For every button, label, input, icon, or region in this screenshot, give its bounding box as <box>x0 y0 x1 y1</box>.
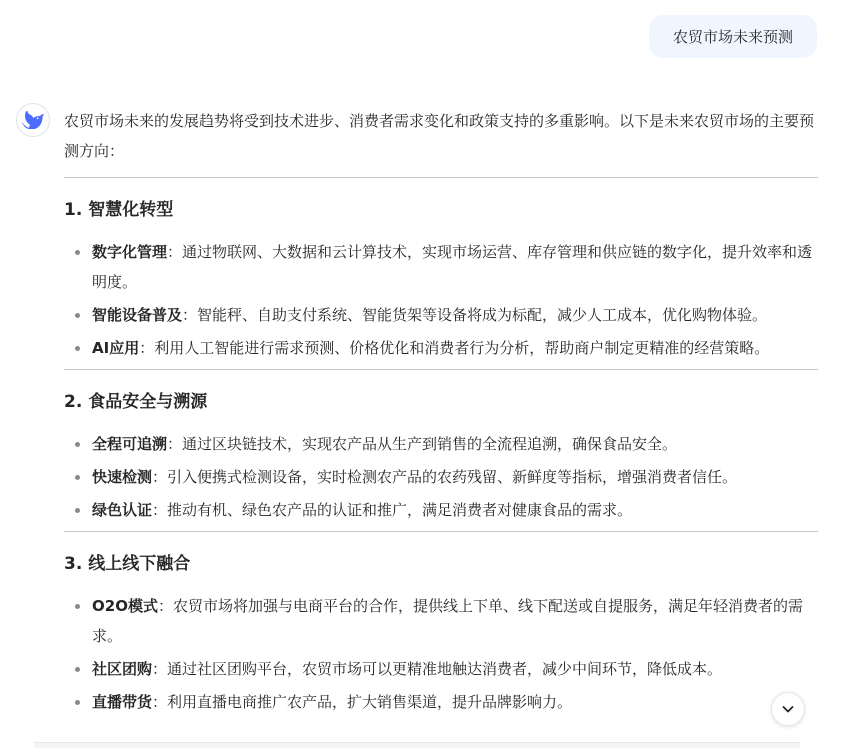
section-title: 3. 线上线下融合 <box>64 554 191 574</box>
input-area-edge <box>34 742 800 748</box>
item-text: ：利用直播电商推广农产品，扩大销售渠道，提升品牌影响力。 <box>152 693 573 711</box>
bullet-list <box>64 237 818 363</box>
item-text: ：通过物联网、大数据和云计算技术，实现市场运营、库存管理和供应链的数字化，提升效率和透明度。 <box>92 243 813 291</box>
user-message-bubble <box>649 15 817 58</box>
list-item <box>64 429 818 459</box>
item-term: 社区团购 <box>92 660 153 678</box>
bullet-dot-icon <box>75 442 80 447</box>
assistant-answer <box>64 106 818 723</box>
list-item <box>64 300 818 330</box>
bullet-dot-icon <box>75 250 80 255</box>
bullet-dot-icon <box>75 700 80 705</box>
item-text: ：通过社区团购平台，农贸市场可以更精准地触达消费者，减少中间环节，降低成本。 <box>152 660 723 678</box>
item-text: ：通过区块链技术，实现农产品从生产到销售的全流程追溯，确保食品安全。 <box>167 435 678 453</box>
divider <box>64 177 818 178</box>
scroll-to-bottom-button[interactable] <box>771 692 805 726</box>
item-term: O2O模式 <box>92 597 158 615</box>
list-item <box>64 462 818 492</box>
item-term: 全程可追溯 <box>92 435 168 453</box>
list-item <box>64 495 818 525</box>
list-item <box>64 591 818 651</box>
bullet-dot-icon <box>75 667 80 672</box>
list-item <box>64 237 818 297</box>
bullet-dot-icon <box>75 346 80 351</box>
bullet-dot-icon <box>75 604 80 609</box>
bullet-list <box>64 429 818 525</box>
divider <box>64 531 818 532</box>
item-text: ：利用人工智能进行需求预测、价格优化和消费者行为分析，帮助商户制定更精准的经营策略。 <box>139 339 770 357</box>
bullet-list <box>64 591 818 717</box>
list-item <box>64 687 818 717</box>
item-term: 数字化管理 <box>92 243 168 261</box>
section-title: 1. 智慧化转型 <box>64 200 174 220</box>
item-term: 快速检测 <box>92 468 153 486</box>
item-term: 智能设备普及 <box>92 306 183 324</box>
item-text: ：智能秤、自助支付系统、智能货架等设备将成为标配，减少人工成本，优化购物体验。 <box>182 306 768 324</box>
list-item <box>64 333 818 363</box>
whale-logo-icon <box>22 111 44 129</box>
user-message-text: 农贸市场未来预测 <box>672 28 793 46</box>
chevron-down-icon <box>781 702 795 716</box>
item-text: ：农贸市场将加强与电商平台的合作，提供线上下单、线下配送或自提服务，满足年轻消费者的需求。 <box>92 597 803 645</box>
item-term: AI应用 <box>92 339 140 357</box>
section-title: 2. 食品安全与溯源 <box>64 392 208 412</box>
item-text: ：推动有机、绿色农产品的认证和推广，满足消费者对健康食品的需求。 <box>152 501 633 519</box>
list-item <box>64 654 818 684</box>
assistant-avatar <box>16 103 50 137</box>
divider <box>64 369 818 370</box>
item-term: 绿色认证 <box>92 501 153 519</box>
bullet-dot-icon <box>75 313 80 318</box>
answer-intro: 农贸市场未来的发展趋势将受到技术进步、消费者需求变化和政策支持的多重影响。以下是未来农贸市场的主要预测方向： <box>64 112 815 160</box>
bullet-dot-icon <box>75 508 80 513</box>
bullet-dot-icon <box>75 475 80 480</box>
item-text: ：引入便携式检测设备，实时检测农产品的农药残留、新鲜度等指标，增强消费者信任。 <box>152 468 738 486</box>
item-term: 直播带货 <box>92 693 153 711</box>
